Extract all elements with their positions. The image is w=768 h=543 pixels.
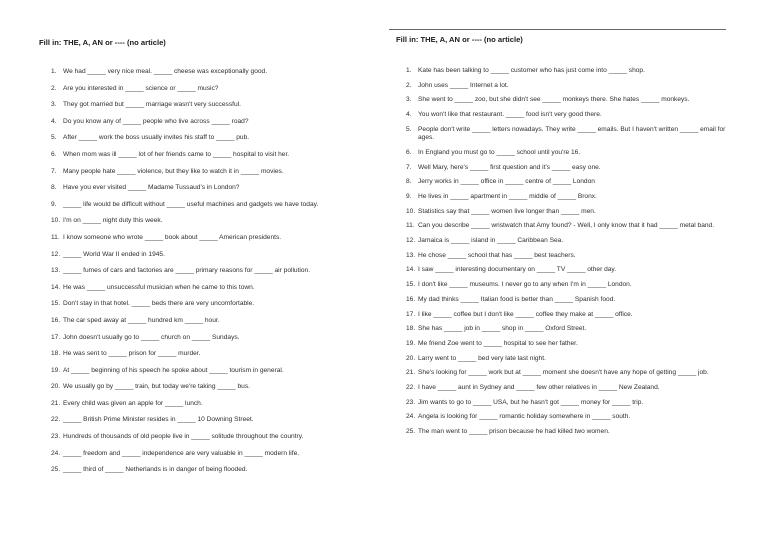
- exercise-item: [406, 340, 736, 349]
- item-number: 7.: [406, 163, 412, 171]
- item-number: 19.: [51, 366, 61, 374]
- item-sentence: She went to _____ zoo, but she didn't see _____ monkeys there. She hates _____ monkeys.: [418, 96, 690, 104]
- item-number: 16.: [406, 295, 416, 303]
- item-number: 16.: [51, 316, 61, 324]
- item-number: 24.: [406, 413, 416, 421]
- exercise-item: [51, 317, 371, 326]
- item-sentence: He was _____ unsuccessful musician when he came to this town.: [63, 283, 255, 291]
- exercise-item: [51, 383, 371, 392]
- item-sentence: _____ World War II ended in 1945.: [63, 250, 165, 258]
- item-number: 13.: [406, 251, 416, 259]
- exercise-item: [51, 168, 371, 177]
- item-sentence: He was sent to _____ prison for _____ murder.: [63, 350, 201, 358]
- item-sentence: He lives in _____ apartment in _____ middle of _____ Bronx.: [418, 193, 597, 200]
- exercise-item: [51, 251, 371, 260]
- item-number: 21.: [406, 369, 416, 377]
- item-sentence: I don't like _____ museums. I never go to any when I'm in _____ London.: [418, 281, 632, 289]
- item-number: 22.: [51, 416, 61, 424]
- exercise-item: [406, 193, 736, 202]
- item-number: 24.: [51, 449, 61, 457]
- item-sentence: My dad thinks _____ Italian food is better than _____ Spanish food.: [418, 295, 616, 303]
- item-sentence: Are you interested in _____ science or _____ music?: [63, 84, 219, 92]
- item-number: 23.: [406, 398, 416, 406]
- exercise-item: [406, 149, 736, 158]
- exercise-item: [51, 68, 371, 77]
- exercise-item: [406, 369, 736, 378]
- exercise-item: [51, 400, 371, 409]
- exercise-item: [406, 82, 736, 91]
- item-number: 10.: [51, 217, 61, 225]
- item-sentence: Have you ever visited _____ Madame Tussaud's in London?: [63, 184, 240, 192]
- exercise-item: [51, 466, 371, 475]
- item-number: 15.: [406, 281, 416, 289]
- exercise-item: [406, 296, 736, 305]
- item-sentence: Do you know any of _____ people who live across _____ road?: [63, 117, 249, 125]
- item-sentence: Statistics say that _____ women live longer than _____ men.: [418, 207, 596, 215]
- item-number: 3.: [406, 96, 412, 104]
- item-sentence: We usually go by _____ train, but today we're taking _____ bus.: [63, 383, 250, 391]
- item-sentence: We had _____ very nice meal. _____ cheese was exceptionally good.: [63, 68, 268, 75]
- item-number: 20.: [51, 383, 61, 391]
- item-sentence: Many people hate _____ violence, but they like to watch it in _____ movies.: [63, 167, 284, 175]
- item-sentence: _____ freedom and _____ independence are very valuable in _____ modern life.: [63, 449, 300, 457]
- exercise-item: [406, 208, 736, 217]
- exercise-item: [51, 450, 371, 459]
- item-number: 14.: [406, 266, 416, 274]
- header-rule: [389, 29, 726, 30]
- exercise-item: [406, 237, 736, 246]
- worksheet-page-right: [384, 0, 768, 543]
- exercise-item: [51, 433, 371, 442]
- exercise-item: [51, 101, 371, 110]
- exercise-list: [406, 67, 736, 443]
- item-number: 2.: [406, 81, 412, 89]
- exercise-item: [51, 367, 371, 376]
- exercise-item: [51, 85, 371, 94]
- item-number: 4.: [51, 117, 57, 125]
- item-sentence: Jim wants to go to _____ USA, but he hasn't got _____ money for _____ trip.: [418, 398, 644, 406]
- exercise-item: [51, 151, 371, 160]
- item-number: 6.: [406, 148, 412, 156]
- item-sentence: He chose _____ school that has _____ best teachers.: [418, 251, 576, 259]
- exercise-item: [406, 399, 736, 408]
- item-sentence: Jerry works in _____ office in _____ centre of _____ London: [418, 178, 595, 186]
- item-sentence: I saw _____ interesting documentary on _____ TV _____ other day.: [418, 266, 617, 274]
- exercise-item: [406, 311, 736, 320]
- exercise-item: [406, 111, 736, 120]
- item-number: 18.: [406, 325, 416, 333]
- exercise-item: [51, 350, 371, 359]
- item-sentence: After _____ work the boss usually invites his staff to _____ pub.: [63, 134, 250, 142]
- item-sentence: Jamaica is _____ island in _____ Caribbean Sea.: [418, 237, 564, 245]
- item-sentence: _____ third of _____ Netherlands is in danger of being flooded.: [63, 466, 248, 474]
- item-sentence: I like _____ coffee but I don't like _____ coffee they make at _____ office.: [418, 310, 633, 318]
- item-number: 12.: [51, 250, 61, 258]
- item-number: 15.: [51, 300, 61, 308]
- item-number: 13.: [51, 267, 61, 275]
- exercise-item: [406, 355, 736, 364]
- item-sentence: Angela is looking for _____ romantic holiday somewhere in _____ south.: [418, 413, 631, 421]
- item-sentence: At _____ beginning of his speech he spoke about _____ tourism in general.: [63, 366, 284, 374]
- item-sentence: _____ life would be difficult without _____ useful machines and gadgets we have today.: [63, 200, 319, 208]
- item-sentence: Kate has been talking to _____ customer who has just come into _____ shop.: [418, 67, 645, 74]
- exercise-item: [51, 184, 371, 193]
- exercise-item: [51, 284, 371, 293]
- exercise-item: [51, 134, 371, 143]
- worksheet-title: Fill in: THE, A, AN or ---- (no article): [39, 38, 166, 47]
- item-sentence: Hundreds of thousands of old people live in _____ solitude throughout the country.: [63, 433, 304, 441]
- item-number: 5.: [51, 134, 57, 142]
- item-sentence: _____ British Prime Minister resides in _____ 10 Downing Street.: [63, 416, 254, 424]
- item-number: 10.: [406, 207, 416, 215]
- item-sentence: _____ fumes of cars and factories are _____ primary reasons for _____ air pollution.: [63, 267, 311, 275]
- item-number: 23.: [51, 433, 61, 441]
- exercise-item: [51, 234, 371, 243]
- item-sentence: The man went to _____ prison because he had killed two women.: [418, 428, 610, 435]
- exercise-item: [406, 325, 736, 334]
- item-number: 1.: [406, 67, 412, 74]
- item-number: 8.: [51, 184, 57, 192]
- exercise-item: [406, 266, 736, 275]
- exercise-item: [51, 334, 371, 343]
- item-sentence: She's looking for _____ work but at _____ moment she doesn't have any hope of getting _____ job.: [418, 369, 709, 377]
- exercise-item: [406, 96, 736, 105]
- exercise-item: [406, 67, 736, 76]
- item-number: 21.: [51, 399, 61, 407]
- item-number: 6.: [51, 150, 57, 158]
- exercise-item: [406, 178, 736, 187]
- exercise-item: [51, 267, 371, 276]
- exercise-item: [406, 164, 736, 173]
- item-sentence: I have _____ aunt in Sydney and _____ few other relatives in _____ New Zealand.: [418, 383, 660, 391]
- item-sentence: John uses _____ Internet a lot.: [418, 81, 509, 89]
- item-number: 11.: [51, 233, 60, 241]
- item-sentence: Me friend Zoe went to _____ hospital to see her father.: [418, 339, 578, 347]
- item-sentence: I know someone who wrote _____ book about _____ American presidents.: [63, 233, 282, 241]
- exercise-item: [406, 126, 736, 143]
- exercise-item: [51, 300, 371, 309]
- exercise-item: [406, 413, 736, 422]
- item-number: 18.: [51, 350, 61, 358]
- item-number: 5.: [406, 125, 412, 133]
- exercise-item: [51, 118, 371, 127]
- exercise-item: [406, 428, 736, 437]
- exercise-item: [406, 222, 736, 231]
- item-number: 14.: [51, 283, 61, 291]
- item-sentence: I'm on _____ night duty this week.: [63, 217, 163, 225]
- item-number: 9.: [406, 193, 412, 200]
- exercise-item: [51, 416, 371, 425]
- item-number: 7.: [51, 167, 57, 175]
- item-number: 17.: [51, 333, 61, 341]
- item-number: 9.: [51, 200, 57, 208]
- item-number: 22.: [406, 383, 416, 391]
- exercise-list: [51, 68, 371, 483]
- exercise-item: [406, 384, 736, 393]
- item-number: 20.: [406, 354, 416, 362]
- item-number: 8.: [406, 178, 412, 186]
- item-number: 12.: [406, 237, 416, 245]
- item-sentence: She has _____ job in _____ shop in _____ Oxford Street.: [418, 325, 587, 333]
- item-sentence: John doesn't usually go to _____ church on _____ Sundays.: [63, 333, 240, 341]
- item-number: 19.: [406, 339, 416, 347]
- item-sentence: You won't like that restaurant. _____ food isn't very good there.: [418, 111, 602, 119]
- item-number: 1.: [51, 68, 57, 75]
- item-sentence: Larry went to _____ bed very late last night.: [418, 354, 546, 362]
- item-sentence: People don't write _____ letters nowadays. They write _____ emails. But I haven't written _____ email for ages.: [418, 125, 726, 142]
- worksheet-title: Fill in: THE, A, AN or ---- (no article): [396, 35, 523, 44]
- exercise-item: [406, 252, 736, 261]
- item-number: 25.: [406, 428, 416, 435]
- item-sentence: Well Mary, here's _____ first question and it's _____ easy one.: [418, 163, 601, 171]
- item-number: 3.: [51, 101, 57, 109]
- item-number: 11.: [406, 222, 415, 230]
- item-sentence: The car sped away at _____ hundred km _____ hour.: [63, 316, 220, 324]
- item-number: 17.: [406, 310, 416, 318]
- exercise-item: [51, 217, 371, 226]
- item-sentence: Every child was given an apple for _____ lunch.: [63, 399, 203, 407]
- item-number: 25.: [51, 466, 61, 474]
- item-sentence: When mom was ill _____ lot of her friends came to _____ hospital to visit her.: [63, 150, 290, 158]
- item-sentence: Don't stay in that hotel. _____ beds there are very uncomfortable.: [63, 300, 255, 308]
- exercise-item: [51, 201, 371, 210]
- item-number: 2.: [51, 84, 57, 92]
- item-sentence: They got married but _____ marriage wasn't very successful.: [63, 101, 241, 109]
- exercise-item: [406, 281, 736, 290]
- item-sentence: Can you describe _____ wristwatch that Amy found? - Well, I only know that it had _____ metal band.: [418, 222, 715, 230]
- item-sentence: In England you must go to _____ school until you're 16.: [418, 148, 581, 156]
- item-number: 4.: [406, 111, 412, 119]
